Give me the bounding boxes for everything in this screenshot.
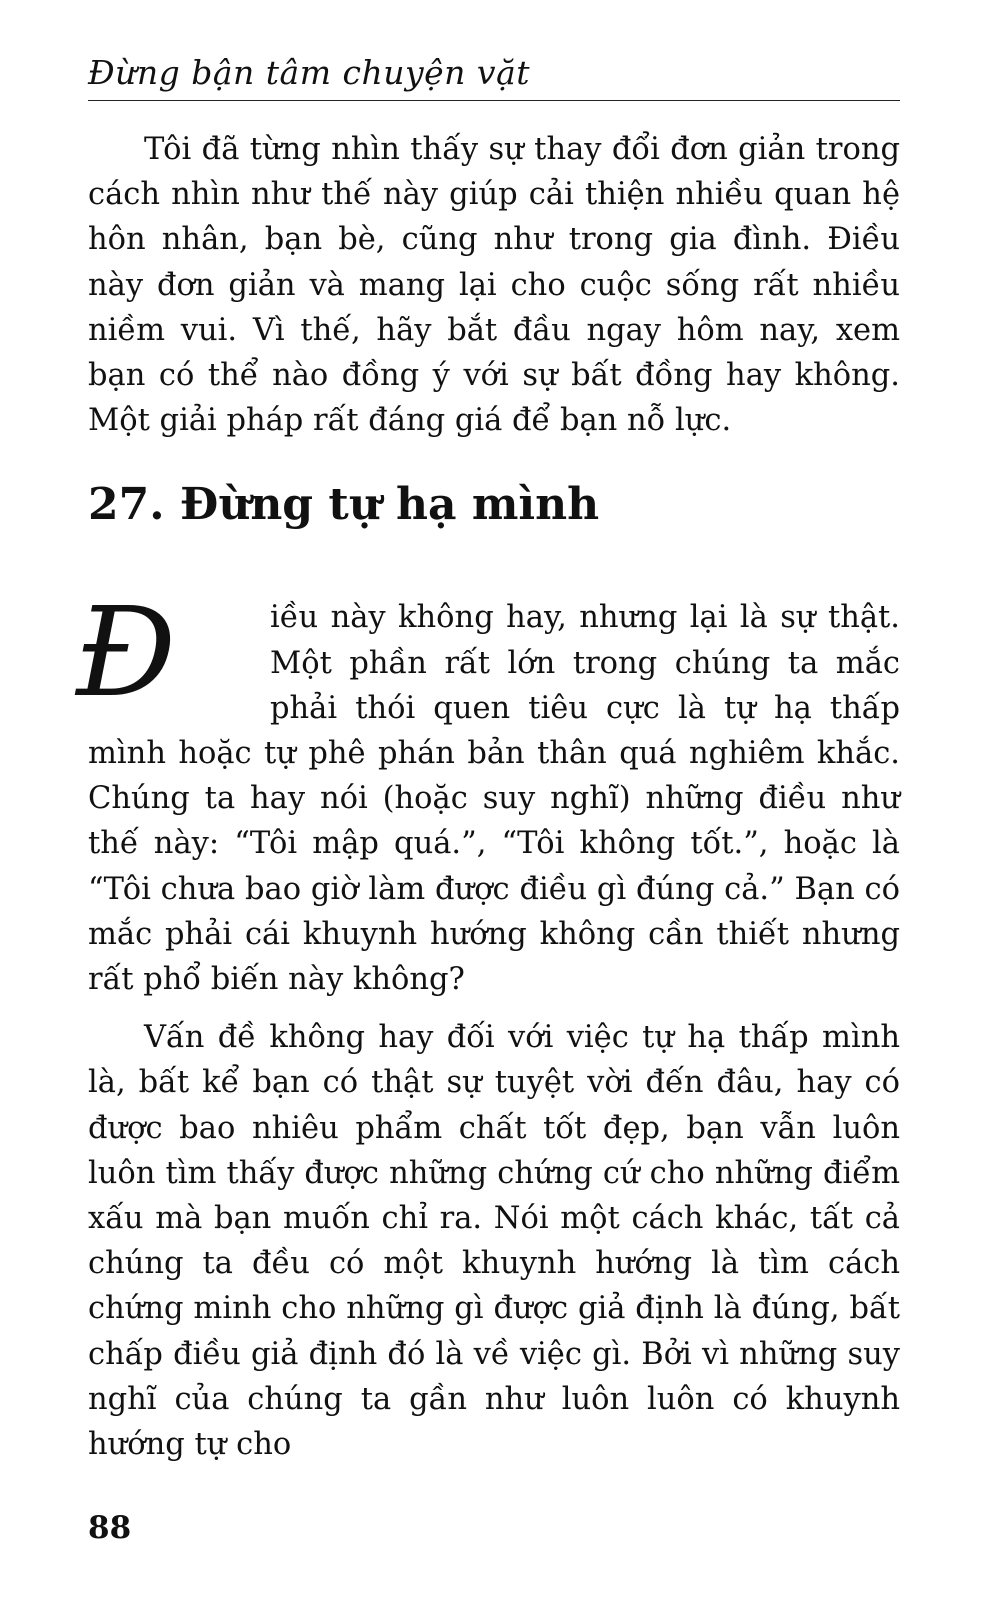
body-paragraph: Vấn đề không hay đối với việc tự hạ thấp mình là, bất kể bạn có thật sự tuyệt vời đến đâu, hay có được bao nhiêu phẩm chất tốt đẹp, bạn vẫn luôn luôn tìm thấy được những chứng cứ cho những điểm xấu mà bạn muốn chỉ ra. Nói một cách khác, tất cả chúng ta đều có một khuynh hướng là tìm cách chứng minh cho những gì được giả định là đúng, bất chấp điều giả định đó là về việc gì. Bởi vì những suy nghĩ của chúng ta gần như luôn luôn có khuynh hướng tự cho [88,1020,900,1463]
book-page [76,50,900,1467]
body-paragraph-dropcap [76,581,900,1002]
page-number: 88 [88,1510,132,1546]
dropcap-paragraph-text: iều này không hay, nhưng lại là sự thật. Một phần rất lớn trong chúng ta mắc phải thói quen tiêu cực là tự hạ thấp mình hoặc tự phê phán bản thân quá nghiêm khắc. Chúng ta hay nói (hoặc suy nghĩ) những điều như thế này: “Tôi mập quá.”, “Tôi không tốt.”, hoặc là “Tôi chưa bao giờ làm được điều gì đúng cả.” Bạn có mắc phải cái khuynh hướng không cần thiết nhưng rất phổ biến này không? [88,600,900,998]
running-header: Đừng bận tâm chuyện vặt [88,50,900,101]
body-paragraph: Tôi đã từng nhìn thấy sự thay đổi đơn giản trong cách nhìn như thế này giúp cải thiện nhiều quan hệ hôn nhân, bạn bè, cũng như trong gia đình. Điều này đơn giản và mang lại cho cuộc sống rất nhiều niềm vui. Vì thế, hãy bắt đầu ngay hôm nay, xem bạn có thể nào đồng ý với sự bất đồng hay không. Một giải pháp rất đáng giá để bạn nỗ lực. [88,132,900,439]
chapter-title: 27. Đừng tự hạ mình [88,479,600,531]
drop-cap: Đ [76,581,173,726]
